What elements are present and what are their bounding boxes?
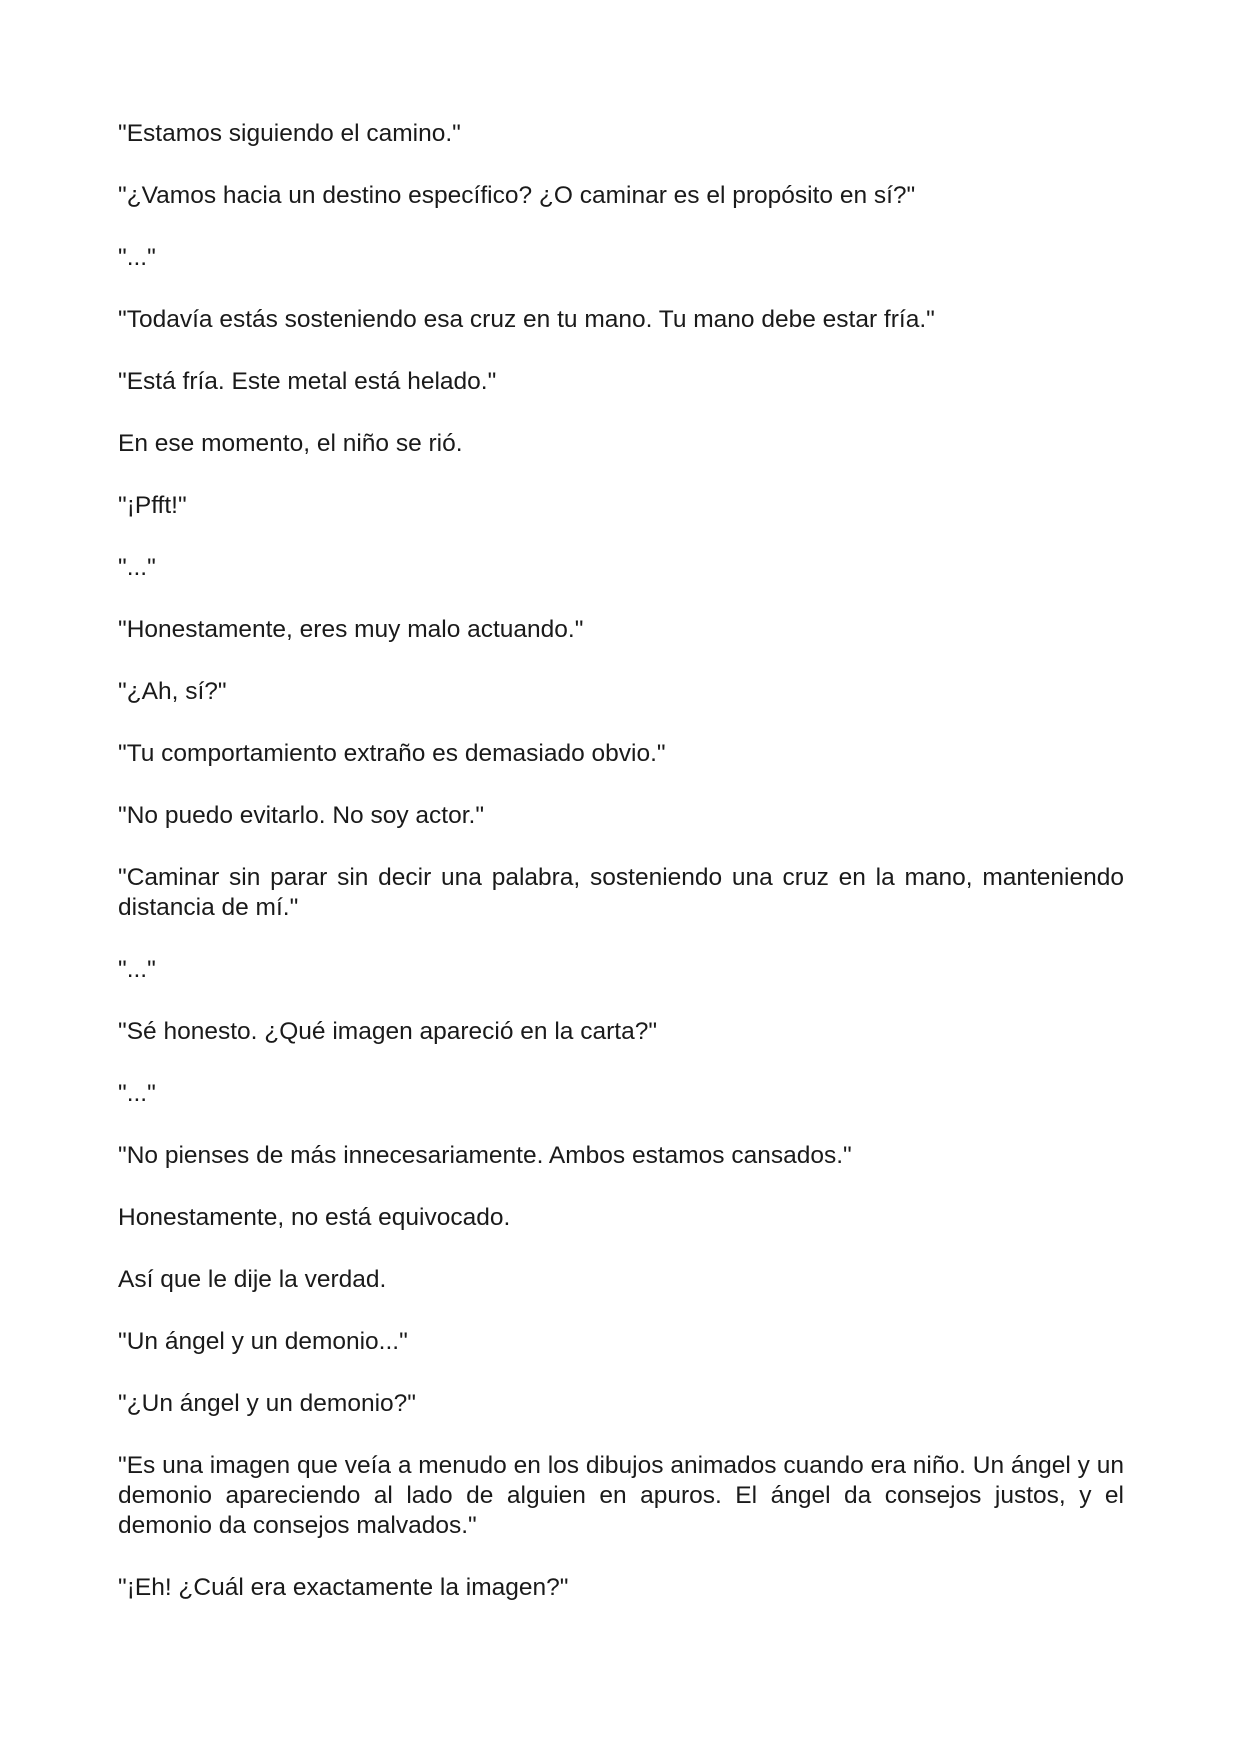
paragraph: "..." <box>118 244 156 271</box>
document-body <box>118 119 1124 1635</box>
paragraph: En ese momento, el niño se rió. <box>118 430 463 457</box>
paragraph: "Tu comportamiento extraño es demasiado obvio." <box>118 740 666 767</box>
paragraph: "Un ángel y un demonio..." <box>118 1328 408 1355</box>
paragraph: "Sé honesto. ¿Qué imagen apareció en la carta?" <box>118 1018 658 1045</box>
paragraph: "No pienses de más innecesariamente. Ambos estamos cansados." <box>118 1142 852 1169</box>
paragraph: "Caminar sin parar sin decir una palabra, sosteniendo una cruz en la mano, manteniendo distancia de mí." <box>118 864 1124 921</box>
paragraph: "¡Pfft!" <box>118 492 187 519</box>
paragraph: Así que le dije la verdad. <box>118 1266 387 1293</box>
paragraph: "No puedo evitarlo. No soy actor." <box>118 802 485 829</box>
paragraph: "Está fría. Este metal está helado." <box>118 368 497 395</box>
paragraph: "..." <box>118 554 156 581</box>
paragraph: "Todavía estás sosteniendo esa cruz en tu mano. Tu mano debe estar fría." <box>118 306 935 333</box>
paragraph: "Estamos siguiendo el camino." <box>118 120 461 147</box>
paragraph: "¿Vamos hacia un destino específico? ¿O caminar es el propósito en sí?" <box>118 182 916 209</box>
paragraph: "Es una imagen que veía a menudo en los dibujos animados cuando era niño. Un ángel y un demonio apareciendo al lado de alguien en apuros. El ángel da consejos justos, y el demonio da consejos malvados." <box>118 1452 1124 1539</box>
paragraph: "¡Eh! ¿Cuál era exactamente la imagen?" <box>118 1574 569 1601</box>
paragraph: "¿Ah, sí?" <box>118 678 227 705</box>
paragraph: Honestamente, no está equivocado. <box>118 1204 511 1231</box>
paragraph: "Honestamente, eres muy malo actuando." <box>118 616 584 643</box>
paragraph: "¿Un ángel y un demonio?" <box>118 1390 416 1417</box>
paragraph: "..." <box>118 1080 156 1107</box>
paragraph: "..." <box>118 956 156 983</box>
